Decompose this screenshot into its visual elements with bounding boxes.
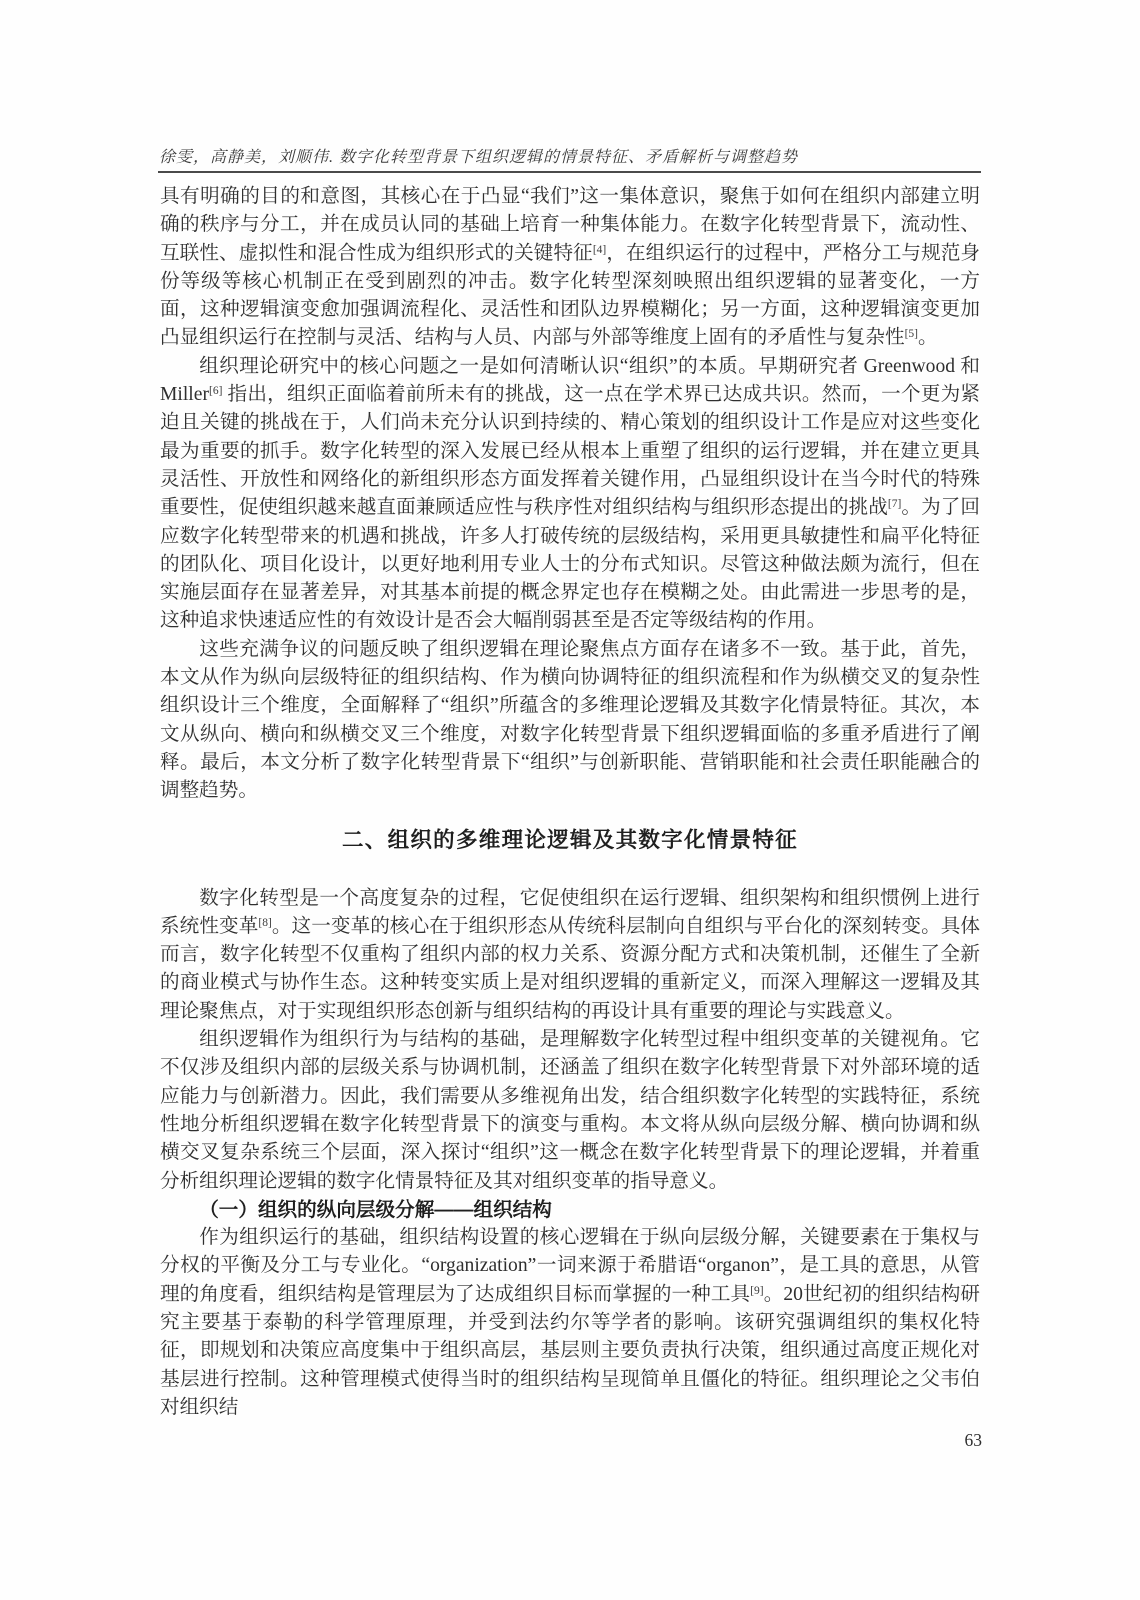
citation-ref: [5] [904, 328, 918, 341]
citation-ref: [7] [887, 498, 902, 511]
subsection-heading: （一）组织的纵向层级分解——组织结构 [199, 1198, 552, 1221]
paragraph [160, 1224, 980, 1422]
header-rule [158, 171, 981, 173]
paragraph [160, 183, 980, 353]
citation-ref: [4] [592, 243, 607, 256]
text-run: ，在组织运行的过程中，严格分工与规范身份等级等核心机制正在受到剧烈的冲击。数字化转型深刻映照出组织逻辑的显著变化，一方面，这种逻辑演变愈加强调流程化、灵活性和团队边界模糊化；另一方面，这种逻辑演变更加凸显组织运行在控制与灵活、结构与人员、内部与外部等维度上固有的矛盾性与复杂性 [160, 242, 981, 349]
text-run: 组织理论研究中的核心问题之一是如何清晰认识“组织”的本质。早期研究者 Greenwood 和 Miller [160, 355, 980, 406]
paragraph [160, 353, 980, 636]
text-run: 。20世纪初的组织结构研究主要基于泰勒的科学管理原理，并受到法约尔等学者的影响。该研究强调组织的集权化特征，即规划和决策应高度集中于组织高层，基层则主要负责执行决策，组织通过高度正规化对基层进行控制。这种管理模式使得当时的组织结构呈现简单且僵化的特征。组织理论之父韦伯对组织结 [160, 1283, 981, 1418]
section-heading: 二、组织的多维理论逻辑及其数字化情景特征 [341, 827, 798, 852]
paragraph [160, 885, 980, 1026]
citation-ref: [9] [750, 1284, 764, 1297]
citation-ref: [8] [258, 916, 272, 929]
text-run: 具有明确的目的和意图，其核心在于凸显“我们”这一集体意识，聚焦于如何在组织内部建立明确的秩序与分工，并在成员认同的基础上培育一种集体能力。在数字化转型背景下，流动性、互联性、虚拟性和混合性成为组织形式的关键特征 [160, 186, 980, 264]
text-run: 。 [917, 327, 938, 349]
running-head: 徐雯，高静美，刘顺伟. 数字化转型背景下组织逻辑的情景特征、矛盾解析与调整趋势 [159, 149, 799, 166]
text-run: 数字化转型是一个高度复杂的过程，它促使组织在运行逻辑、组织架构和组织惯例上进行系统性变革 [160, 887, 980, 937]
paragraph [160, 1026, 980, 1196]
text-run: 作为组织运行的基础，组织结构设置的核心逻辑在于纵向层级分解，关键要素在于集权与分权的平衡及分工与专业化。“organization”一词来源于希腊语“organon”，是工具的意思，从管理的角度看，组织结构是管理层为了达成组织目标而掌握的一种工具 [160, 1227, 980, 1305]
text-run: 。这一变革的核心在于组织形态从传统科层制向自组织与平台化的深刻转变。具体而言，数字化转型不仅重构了组织内部的权力关系、资源分配方式和决策机制，还催生了全新的商业模式与协作生态。这种转变实质上是对组织逻辑的重新定义，而深入理解这一逻辑及其理论聚焦点，对于实现组织形态创新与组织结构的再设计具有重要的理论与实践意义。 [160, 915, 981, 1022]
article-body [160, 183, 980, 1422]
page-number: 63 [964, 1430, 982, 1450]
paragraph [160, 636, 980, 806]
text-run: 指出，组织正面临着前所未有的挑战，这一点在学术界已达成共识。然而，一个更为紧迫且关键的挑战在于，人们尚未充分认识到持续的、精心策划的组织设计工作是应对这些变化最为重要的抓手。数字化转型的深入发展已经从根本上重塑了组织的运行逻辑，并在建立更具灵活性、开放性和网络化的新组织形态方面发挥着关键作用，凸显组织设计在当今时代的特殊重要性，促使组织越来越直面兼顾适应性与秩序性对组织结构与组织形态提出的挑战 [160, 384, 980, 519]
text-run: 这些充满争议的问题反映了组织逻辑在理论聚焦点方面存在诸多不一致。基于此，首先，本文从作为纵向层级特征的组织结构、作为横向协调特征的组织流程和作为纵横交叉的复杂性组织设计三个维度，全面解释了“组织”所蕴含的多维理论逻辑及其数字化情景特征。其次，本文从纵向、横向和纵横交叉三个维度，对数字化转型背景下组织逻辑面临的多重矛盾进行了阐释。最后，本文分析了数字化转型背景下“组织”与创新职能、营销职能和社会责任职能融合的调整趋势。 [160, 638, 980, 802]
text-run: 组织逻辑作为组织行为与结构的基础，是理解数字化转型过程中组织变革的关键视角。它不仅涉及组织内部的层级关系与协调机制，还涵盖了组织在数字化转型背景下对外部环境的适应能力与创新潜力。因此，我们需要从多维视角出发，结合组织数字化转型的实践特征，系统性地分析组织逻辑在数字化转型背景下的演变与重构。本文将从纵向层级分解、横向协调和纵横交叉复杂系统三个层面，深入探讨“组织”这一概念在数字化转型背景下的理论逻辑，并着重分析组织理论逻辑的数字化情景特征及其对组织变革的指导意义。 [160, 1029, 980, 1192]
citation-ref: [6] [208, 385, 223, 398]
text-run: 。为了回应数字化转型带来的机遇和挑战，许多人打破传统的层级结构，采用更具敏捷性和扁平化特征的团队化、项目化设计，以更好地利用专业人士的分布式知识。尽管这种做法颇为流行，但在实施层面存在显著差异，对其基本前提的概念界定也存在模糊之处。由此需进一步思考的是，这种追求快速适应性的有效设计是否会大幅削弱甚至是否定等级结构的作用。 [160, 497, 981, 632]
